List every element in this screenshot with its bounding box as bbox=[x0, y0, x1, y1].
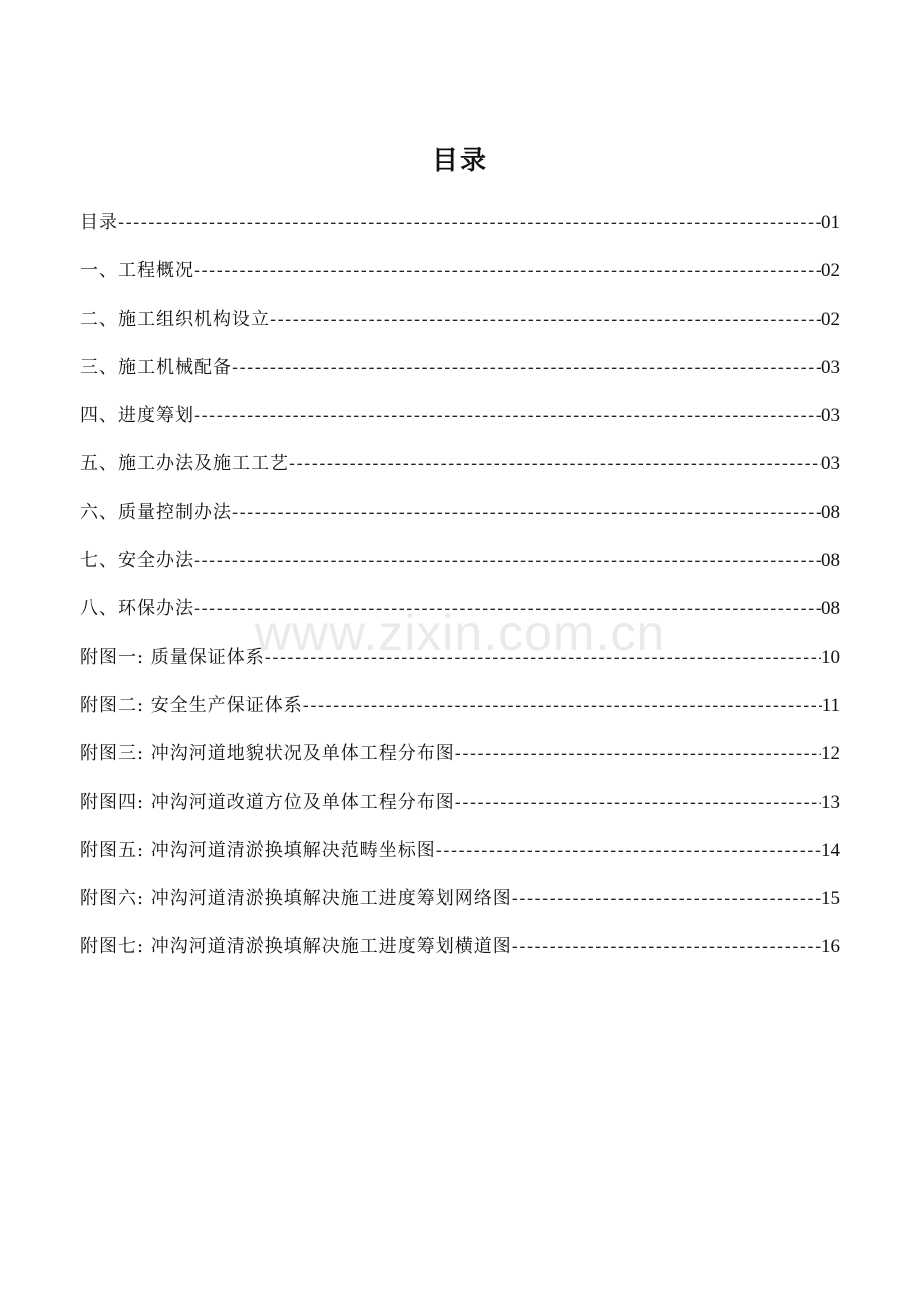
toc-dot-leader bbox=[232, 357, 821, 378]
toc-dot-leader bbox=[194, 260, 821, 281]
toc-entry-title: 目录 bbox=[80, 212, 118, 233]
toc-entry-page: 02 bbox=[821, 308, 840, 330]
toc-entry-title: 附图四: 冲沟河道改道方位及单体工程分布图 bbox=[80, 791, 455, 813]
toc-entry-title: 八、环保办法 bbox=[80, 598, 194, 620]
toc-dot-leader bbox=[436, 840, 821, 861]
page-title: 目录 bbox=[431, 146, 488, 176]
toc-entry-title: 附图五: 冲沟河道清淤换填解决范畴坐标图 bbox=[80, 839, 436, 861]
toc-entry-page: 12 bbox=[821, 743, 840, 765]
toc-entry[interactable] bbox=[80, 884, 840, 932]
toc-entry-title: 附图六: 冲沟河道清淤换填解决施工进度筹划网络图 bbox=[80, 888, 512, 910]
toc-entry-page: 01 bbox=[821, 212, 840, 233]
toc-entry[interactable] bbox=[80, 256, 840, 304]
toc-entry-title: 二、施工组织机构设立 bbox=[80, 308, 270, 330]
toc-entry-title: 五、施工办法及施工工艺 bbox=[80, 453, 289, 475]
toc-entry-page: 15 bbox=[821, 888, 840, 910]
toc-entry-title: 四、进度筹划 bbox=[80, 405, 194, 427]
toc-entry-page: 02 bbox=[821, 260, 840, 282]
toc-dot-leader bbox=[289, 453, 821, 474]
toc-entry[interactable] bbox=[80, 449, 840, 497]
toc-entry[interactable] bbox=[80, 932, 840, 980]
toc-entry[interactable] bbox=[80, 594, 840, 642]
toc-entry[interactable] bbox=[80, 788, 840, 836]
toc-entry-title: 附图三: 冲沟河道地貌状况及单体工程分布图 bbox=[80, 743, 455, 765]
toc-entry[interactable] bbox=[80, 305, 840, 353]
toc-entry-title: 附图二: 安全生产保证体系 bbox=[80, 694, 303, 716]
toc-entry-page: 03 bbox=[821, 356, 840, 378]
toc-entry[interactable] bbox=[80, 739, 840, 787]
toc-dot-leader bbox=[265, 647, 821, 668]
toc-entry-title: 六、质量控制办法 bbox=[80, 501, 232, 523]
toc-entry-page: 08 bbox=[821, 598, 840, 620]
toc-dot-leader bbox=[270, 309, 821, 330]
toc-entry[interactable] bbox=[80, 208, 840, 256]
toc-entry-page: 14 bbox=[821, 839, 840, 861]
toc-dot-leader bbox=[194, 598, 821, 619]
toc-entry-title: 七、安全办法 bbox=[80, 550, 194, 572]
toc-entry-page: 08 bbox=[821, 501, 840, 523]
toc-dot-leader bbox=[232, 502, 821, 523]
toc-entry-title: 附图七: 冲沟河道清淤换填解决施工进度筹划横道图 bbox=[80, 936, 512, 958]
toc-dot-leader bbox=[512, 936, 821, 957]
toc-entry[interactable] bbox=[80, 401, 840, 449]
toc-entry[interactable] bbox=[80, 353, 840, 401]
toc-entry[interactable] bbox=[80, 691, 840, 739]
toc-dot-leader bbox=[194, 405, 821, 426]
toc-entry[interactable] bbox=[80, 836, 840, 884]
toc-entry-page: 08 bbox=[821, 550, 840, 572]
toc-entry-title: 附图一: 质量保证体系 bbox=[80, 646, 265, 668]
toc-entry-page: 16 bbox=[821, 936, 840, 958]
toc-dot-leader bbox=[455, 743, 821, 764]
table-of-contents bbox=[80, 208, 840, 981]
toc-entry-page: 11 bbox=[821, 694, 840, 716]
toc-dot-leader bbox=[303, 695, 822, 716]
toc-dot-leader bbox=[512, 888, 821, 909]
toc-dot-leader bbox=[194, 550, 821, 571]
toc-entry-page: 13 bbox=[821, 791, 840, 813]
toc-entry-title: 三、施工机械配备 bbox=[80, 356, 232, 378]
toc-entry-title: 一、工程概况 bbox=[80, 260, 194, 282]
toc-dot-leader bbox=[455, 792, 821, 813]
toc-entry[interactable] bbox=[80, 546, 840, 594]
toc-entry[interactable] bbox=[80, 643, 840, 691]
toc-entry-page: 03 bbox=[821, 405, 840, 427]
toc-dot-leader bbox=[118, 212, 821, 233]
toc-entry-page: 03 bbox=[821, 453, 840, 475]
watermark-text: www.zixin.com.cn bbox=[254, 605, 666, 661]
toc-entry[interactable] bbox=[80, 498, 840, 546]
toc-entry-page: 10 bbox=[821, 646, 840, 668]
